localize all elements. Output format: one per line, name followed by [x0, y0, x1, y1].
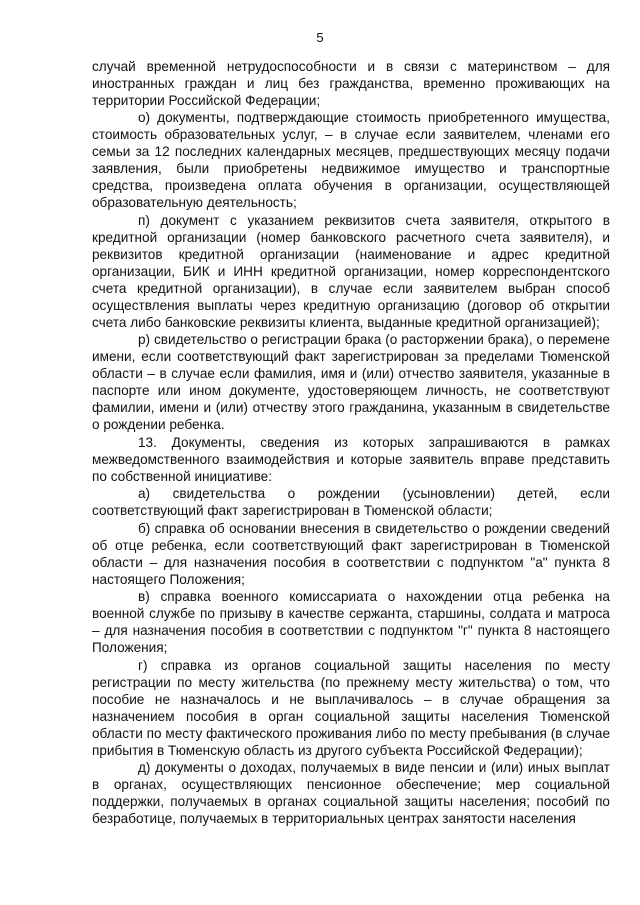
page-number: 5: [316, 30, 324, 45]
paragraph-item-g: г) справка из органов социальной защиты населения по месту регистрации по месту жительства (по прежнему месту жительства) о том, что пособие не назначалось и не выплачивалось – в случае обращения за назначением пособия в орган социальной защиты населения Тюменской области по месту фактического проживания либо по месту пребывания (в случае прибытия в Тюменскую область из другого субъекта Российской Федерации);: [92, 657, 610, 758]
paragraph-item-d: д) документы о доходах, получаемых в виде пенсии и (или) иных выплат в органах, осуществляющих пенсионное обеспечение; мер социальной поддержки, получаемых в органах социальной защиты населения; пособий по безработице, получаемых в территориальных центрах занятости населения: [92, 759, 610, 826]
paragraph-item-r: р) свидетельство о регистрации брака (о расторжении брака), о перемене имени, если соответствующий факт зарегистрирован за пределами Тюменской области – в случае если фамилия, имя и (или) отчество заявителя, указанные в паспорте или ином документе, удостоверяющем личность, не соответствуют фамилии, имени и (или) отчеству этого гражданина, указанным в свидетельстве о рождении ребенка.: [92, 332, 610, 433]
paragraph-item-o: о) документы, подтверждающие стоимость приобретенного имущества, стоимость образовательных услуг, – в случае если заявителем, членами его семьи за 12 последних календарных месяцев, предшествующих месяцу подачи заявления, были приобретены недвижимое имущество и транспортные средства, произведена оплата обучения в организации, осуществляющей образовательную деятельность;: [92, 110, 610, 211]
paragraph-item-a: а) свидетельства о рождении (усыновлении) детей, если соответствующий факт зарегистрирован в Тюменской области;: [92, 486, 610, 519]
document-body: [92, 58, 610, 827]
paragraph-item-b: б) справка об основании внесения в свидетельство о рождении сведений об отце ребенка, если соответствующий факт зарегистрирован в Тюменской области – для назначения пособия в соответствии с подпунктом "а" пункта 8 настоящего Положения;: [92, 520, 610, 587]
paragraph-item-v: в) справка военного комиссариата о нахождении отца ребенка на военной службе по призыву в качестве сержанта, старшины, солдата и матроса – для назначения пособия в соответствии с подпунктом "г" пункта 8 настоящего Положения;: [92, 589, 610, 656]
paragraph-item-p: п) документ с указанием реквизитов счета заявителя, открытого в кредитной организации (номер банковского расчетного счета заявителя), и реквизитов кредитной организации (наименование и адрес кредитной организации, БИК и ИНН кредитной организации, номер корреспондентского счета кредитной организации), в случае если заявителем выбран способ осуществления выплаты через кредитную организацию (договор об открытии счета либо банковские реквизиты клиента, выданные кредитной организацией);: [92, 212, 610, 330]
paragraph-continuation: случай временной нетрудоспособности и в связи с материнством – для иностранных граждан и лиц без гражданства, временно проживающих на территории Российской Федерации;: [92, 59, 610, 108]
paragraph-section-13: 13. Документы, сведения из которых запрашиваются в рамках межведомственного взаимодействия и которые заявитель вправе представить по собственной инициативе:: [92, 434, 610, 484]
